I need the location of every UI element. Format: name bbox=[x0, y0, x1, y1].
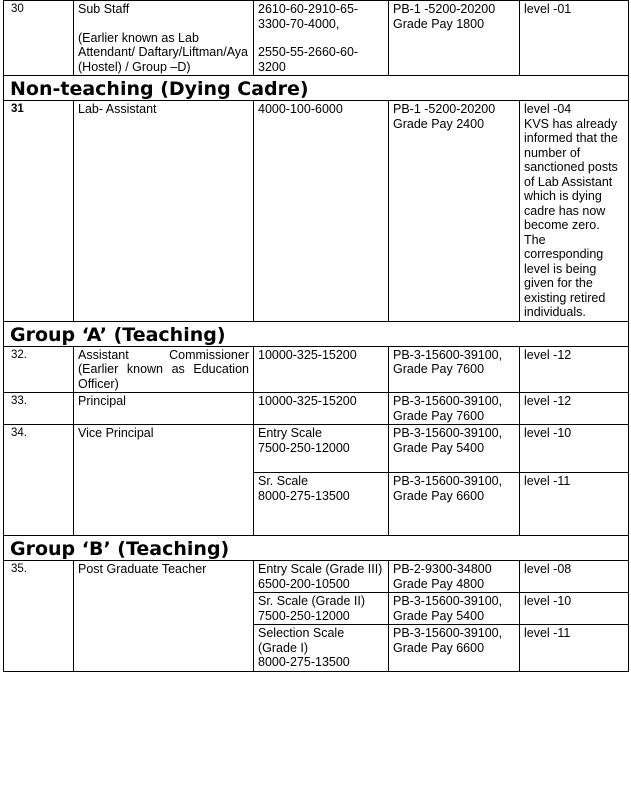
table-row bbox=[4, 101, 629, 322]
pay-band bbox=[389, 101, 520, 322]
pay-scale: 4000-100-6000 bbox=[254, 101, 389, 322]
pay-band-line: PB-3-15600-39100, bbox=[393, 347, 503, 362]
post-name: Post Graduate Teacher bbox=[74, 561, 254, 672]
pay-scale bbox=[254, 561, 389, 593]
pay-band: PB-3-15600-39100, Grade Pay 5400 bbox=[389, 593, 520, 625]
pay-scale bbox=[254, 593, 389, 625]
pay-band-line: PB-1 -5200-20200 bbox=[393, 2, 496, 16]
section-heading-row bbox=[4, 76, 629, 101]
serial-number: 32. bbox=[4, 346, 74, 393]
post-note: (Earlier known as Lab Attendant/ Daftary/Liftman/Aya (Hostel) / Group –D) bbox=[78, 30, 249, 74]
pay-band-line: PB-3-15600-39100, bbox=[393, 474, 503, 488]
serial-number: 35. bbox=[4, 561, 74, 672]
pay-scale bbox=[254, 425, 389, 473]
scale-line: 2550-55-2660-60- bbox=[258, 45, 359, 59]
post-name: Principal bbox=[74, 393, 254, 425]
table-row bbox=[4, 561, 629, 593]
post-name: Lab- Assistant bbox=[74, 101, 254, 322]
section-heading: Non-teaching (Dying Cadre) bbox=[4, 76, 629, 101]
section-heading: Group ‘A’ (Teaching) bbox=[4, 321, 629, 346]
table-row bbox=[4, 393, 629, 425]
pay-scale: 10000-325-15200 bbox=[254, 346, 389, 393]
pay-level: level -11 bbox=[520, 473, 629, 536]
remark: KVS has already informed that the number of sanctioned posts of Lab Assistant which is dying cadre has now become zero. The corresponding level is being given for the existing retired individuals. bbox=[524, 116, 618, 319]
pay-scale bbox=[254, 625, 389, 672]
pay-band: PB-3-15600-39100, Grade Pay 6600 bbox=[389, 625, 520, 672]
scale-line: 3300-70-4000, bbox=[258, 16, 340, 31]
pay-level: level -12 bbox=[520, 346, 629, 393]
pay-band bbox=[389, 346, 520, 393]
grade-pay-line: Grade Pay 2400 bbox=[393, 116, 485, 131]
scale-line: 6500-200-10500 bbox=[258, 576, 350, 591]
pay-band bbox=[389, 1, 520, 76]
section-heading-row bbox=[4, 536, 629, 561]
pay-band bbox=[389, 393, 520, 425]
pay-band-line: PB-2-9300-34800 bbox=[393, 562, 492, 576]
scale-line: 7500-250-12000 bbox=[258, 440, 350, 455]
section-heading-row bbox=[4, 321, 629, 346]
post-name: Assistant Commissioner (Earlier known as Education Officer) bbox=[74, 346, 254, 393]
scale-line: Sr. Scale bbox=[258, 474, 309, 488]
post-name: Vice Principal bbox=[74, 425, 254, 536]
pay-level: level -08 bbox=[520, 561, 629, 593]
scale-line: 8000-275-13500 bbox=[258, 488, 350, 503]
table-row bbox=[4, 425, 629, 473]
section-heading: Group ‘B’ (Teaching) bbox=[4, 536, 629, 561]
grade-pay-line: Grade Pay 7600 bbox=[393, 362, 485, 376]
pay-level: level -12 bbox=[520, 393, 629, 425]
pay-scale bbox=[254, 1, 389, 76]
scale-grade: Sr. Scale (Grade II) bbox=[258, 594, 365, 608]
pay-level bbox=[520, 101, 629, 322]
pay-band-line: PB-3-15600-39100, bbox=[393, 394, 503, 408]
pay-level: level -11 bbox=[520, 625, 629, 672]
serial-number: 30 bbox=[4, 1, 74, 76]
scale-line: 3200 bbox=[258, 59, 286, 74]
pay-level: level -01 bbox=[520, 1, 629, 76]
table-row bbox=[4, 346, 629, 393]
grade-pay-line: Grade Pay 5400 bbox=[393, 440, 485, 455]
serial-number: 31 bbox=[4, 101, 74, 322]
post-title: Sub Staff bbox=[78, 2, 130, 16]
serial-number: 33. bbox=[4, 393, 74, 425]
pay-scale-table bbox=[3, 0, 629, 672]
scale-line: 7500-250-12000 bbox=[258, 608, 350, 623]
table-row bbox=[4, 1, 629, 76]
grade-pay-line: Grade Pay 6600 bbox=[393, 488, 485, 503]
pay-scale: 10000-325-15200 bbox=[254, 393, 389, 425]
grade-pay-line: Grade Pay 4800 bbox=[393, 576, 485, 591]
scale-grade: Entry Scale (Grade III) bbox=[258, 562, 383, 576]
grade-pay-line: Grade Pay 1800 bbox=[393, 16, 485, 31]
post-name bbox=[74, 1, 254, 76]
pay-band bbox=[389, 425, 520, 473]
pay-level: level -10 bbox=[520, 593, 629, 625]
pay-level: level -10 bbox=[520, 425, 629, 473]
scale-line: 8000-275-13500 bbox=[258, 655, 350, 669]
grade-pay-line: Grade Pay 7600 bbox=[393, 408, 485, 423]
level-value: level -04 bbox=[524, 102, 572, 116]
pay-band-line: PB-1 -5200-20200 bbox=[393, 102, 496, 116]
pay-band bbox=[389, 561, 520, 593]
pay-band bbox=[389, 473, 520, 536]
pay-scale bbox=[254, 473, 389, 536]
scale-line: 2610-60-2910-65- bbox=[258, 2, 359, 16]
scale-grade: Selection Scale (Grade I) bbox=[258, 626, 345, 655]
pay-band-line: PB-3-15600-39100, bbox=[393, 426, 503, 440]
scale-line: Entry Scale bbox=[258, 426, 322, 440]
serial-number: 34. bbox=[4, 425, 74, 536]
